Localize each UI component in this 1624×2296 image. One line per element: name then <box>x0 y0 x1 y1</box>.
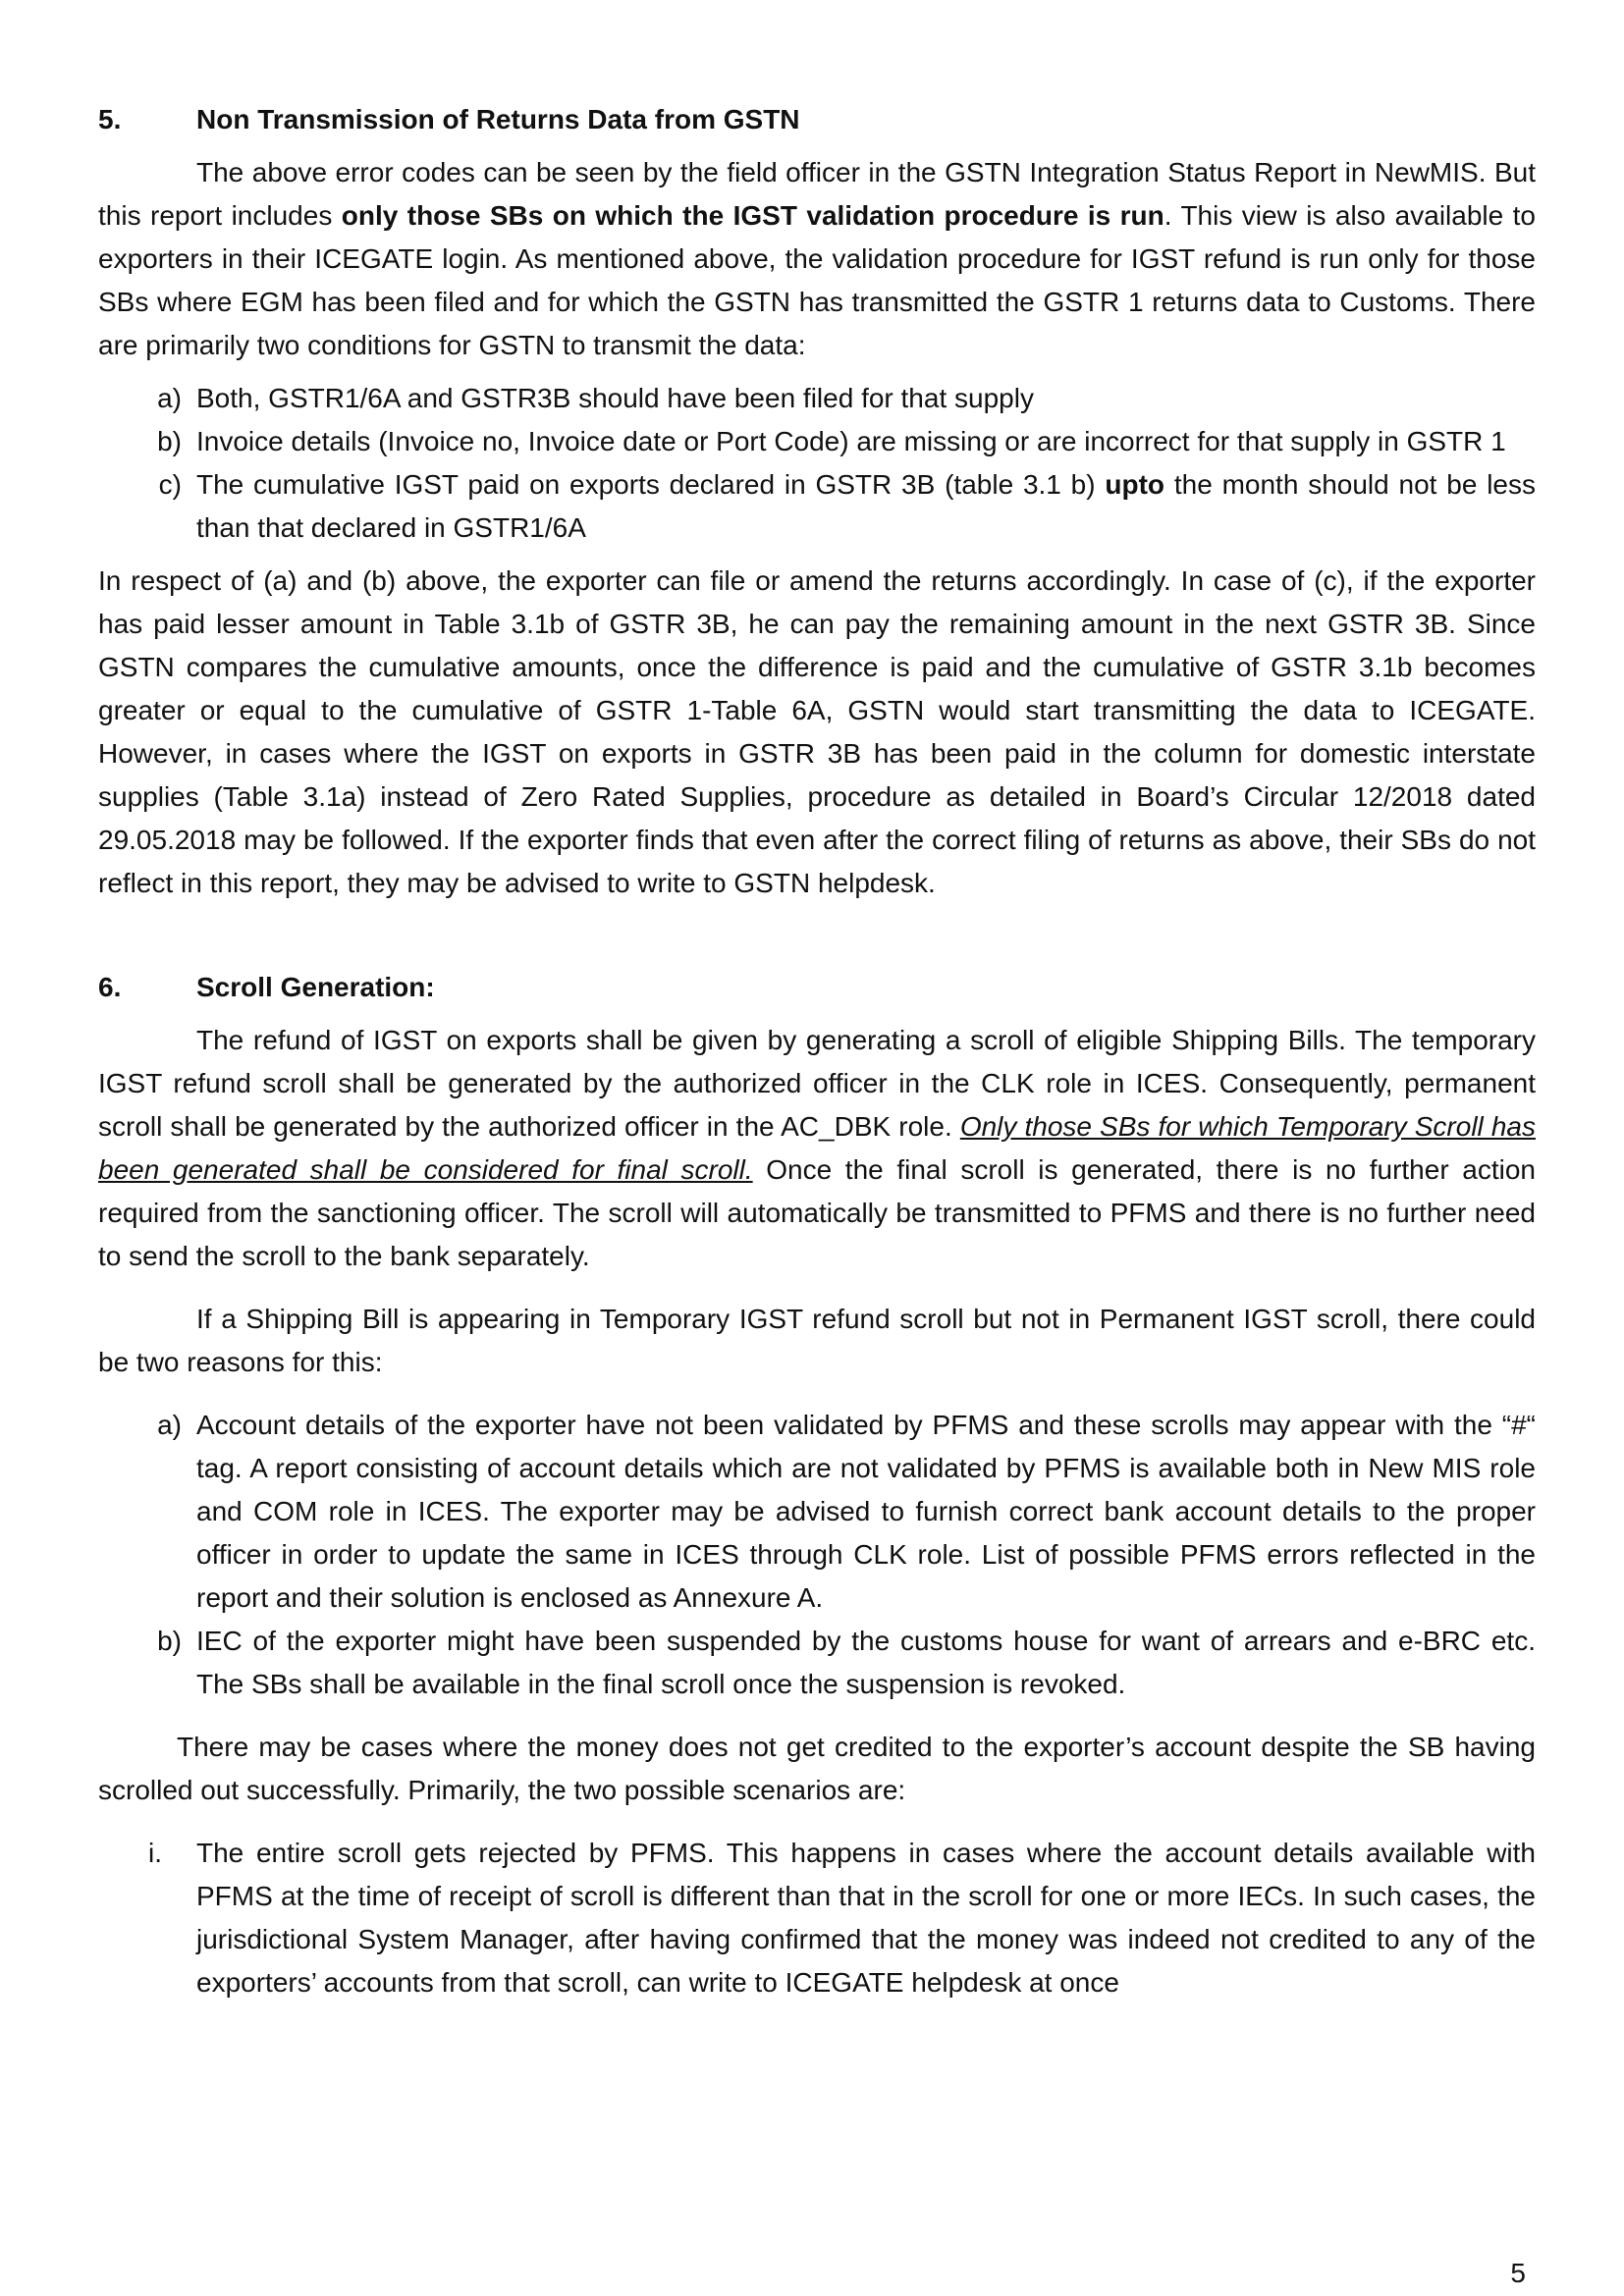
page-number: 5 <box>1510 2258 1526 2288</box>
section-6-paragraph-1 <box>98 1019 1536 1278</box>
list-marker: c) <box>158 469 182 500</box>
section-title: Scroll Generation: <box>196 972 435 1002</box>
text-run: Once the final scroll is generated, there is no further action required from the sanctioning officer. The scroll will automatically be transmitted to PFMS and there is no further need to send the scroll to the bank separately. <box>98 1154 1536 1271</box>
list-item <box>98 1404 1536 1620</box>
list-item-text: IEC of the exporter might have been suspended by the customs house for want of arrears and e-BRC etc. The SBs shall be available in the final scroll once the suspension is revoked. <box>196 1626 1536 1699</box>
section-6-reasons-list <box>98 1404 1536 1706</box>
list-item-text: Both, GSTR1/6A and GSTR3B should have been filed for that supply <box>196 383 1034 413</box>
list-item-text: The entire scroll gets rejected by PFMS. This happens in cases where the account details available with PFMS at the time of receipt of scroll is different than that in the scroll for one or more IECs. In such cases, the jurisdictional System Manager, after having confirmed that the money was indeed not credited to any of the exporters’ accounts from that scroll, can write to ICEGATE helpdesk at once <box>196 1838 1536 1998</box>
section-6-paragraph-2: If a Shipping Bill is appearing in Temporary IGST refund scroll but not in Permanent IGST scroll, there could be two reasons for this: <box>98 1304 1536 1377</box>
list-item-text: Invoice details (Invoice no, Invoice date or Port Code) are missing or are incorrect for that supply in GSTR 1 <box>196 426 1506 456</box>
bold-text: upto <box>1105 469 1165 500</box>
list-item <box>98 463 1536 550</box>
section-number: 6. <box>98 972 122 1002</box>
section-6-paragraph-3: There may be cases where the money does not get credited to the exporter’s account despite the SB having scrolled out successfully. Primarily, the two possible scenarios are: <box>98 1732 1536 1805</box>
text-run: The refund of IGST on exports shall be given by generating a scroll of eligible Shipping Bills. The temporary IGST refund scroll shall be generated by the authorized officer in the CLK role in ICES. Consequently, permanent scroll shall be generated by the authorized officer in the AC_DBK role. <box>98 1025 1536 1142</box>
section-5-heading <box>98 98 1536 141</box>
section-title: Non Transmission of Returns Data from GSTN <box>196 104 800 134</box>
list-item <box>98 1832 1536 2004</box>
list-marker: a) <box>157 383 182 413</box>
section-6-scenarios-list <box>98 1832 1536 2004</box>
list-item <box>98 420 1536 463</box>
text-run: . This view is also available to exporters in their ICEGATE login. As mentioned above, the validation procedure for IGST refund is run only for those SBs where EGM has been filed and for which the GSTN has transmitted the GSTR 1 returns data to Customs. There are primarily two conditions for GSTN to transmit the data: <box>98 200 1536 360</box>
list-marker: a) <box>157 1410 182 1440</box>
list-item-text: The cumulative IGST paid on exports declared in GSTR 3B (table 3.1 b) <box>196 469 1106 500</box>
bold-text: only those SBs on which the IGST validation procedure is run <box>341 200 1164 231</box>
underlined-italic-text: Only those SBs for which Temporary Scroll has been generated shall be considered for final scroll. <box>98 1111 1536 1185</box>
section-number: 5. <box>98 104 122 134</box>
section-5-paragraph-2: In respect of (a) and (b) above, the exporter can file or amend the returns accordingly. In case of (c), if the exporter has paid lesser amount in Table 3.1b of GSTR 3B, he can pay the remaining amount in the next GSTR 3B. Since GSTN compares the cumulative amounts, once the difference is paid and the cumulative of GSTR 3.1b becomes greater or equal to the cumulative of GSTR 1-Table 6A, GSTN would start transmitting the data to ICEGATE. However, in cases where the IGST on exports in GSTR 3B has been paid in the column for domestic interstate supplies (Table 3.1a) instead of Zero Rated Supplies, procedure as detailed in Board’s Circular 12/2018 dated 29.05.2018 may be followed. If the exporter finds that even after the correct filing of returns as above, their SBs do not reflect in this report, they may be advised to write to GSTN helpdesk. <box>98 565 1536 898</box>
text-run: The above error codes can be seen by the field officer in the GSTN Integration Status Report in NewMIS. But this report includes <box>98 157 1536 231</box>
section-5-conditions-list <box>98 377 1536 550</box>
list-marker: i. <box>148 1838 162 1868</box>
page-content <box>98 98 1536 2004</box>
list-item-text: Account details of the exporter have not been validated by PFMS and these scrolls may appear with the “#“ tag. A report consisting of account details which are not validated by PFMS is available both in New MIS role and COM role in ICES. The exporter may be advised to furnish correct bank account details to the proper officer in order to update the same in ICES through CLK role. List of possible PFMS errors reflected in the report and their solution is enclosed as Annexure A. <box>196 1410 1536 1613</box>
section-6-heading <box>98 966 1536 1009</box>
list-marker: b) <box>157 426 182 456</box>
list-marker: b) <box>157 1626 182 1656</box>
list-item <box>98 1620 1536 1706</box>
list-item <box>98 377 1536 420</box>
section-5-paragraph-1 <box>98 151 1536 367</box>
list-item-text: the month should not be less than that declared in GSTR1/6A <box>196 469 1536 543</box>
